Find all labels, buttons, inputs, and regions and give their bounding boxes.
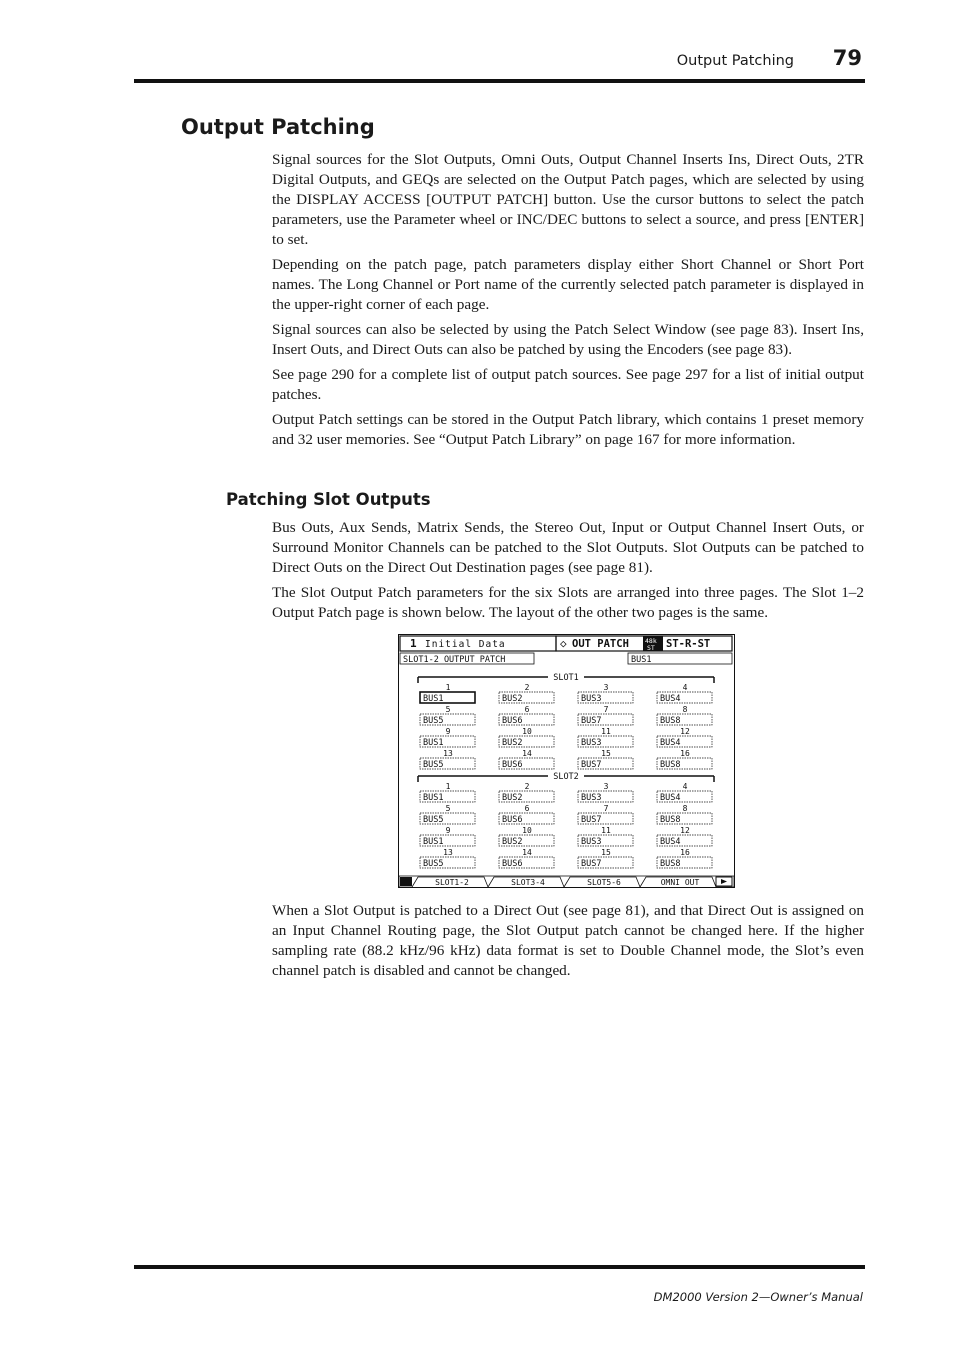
paragraph: The Slot Output Patch parameters for the six Slots are arranged into three pages. The Slot 1–2 Output Patch page is shown below. The layout of the other two pages is the same. bbox=[272, 584, 864, 621]
channel-number: 1 bbox=[445, 782, 451, 791]
tab-label[interactable]: SLOT1-2 bbox=[435, 878, 469, 887]
channel-number: 8 bbox=[682, 804, 688, 813]
patch-value: BUS6 bbox=[502, 815, 523, 825]
channel-number: 11 bbox=[601, 826, 611, 835]
patch-value: BUS4 bbox=[660, 837, 681, 847]
patch-value: BUS2 bbox=[502, 837, 523, 847]
patch-value: BUS3 bbox=[581, 738, 602, 748]
tab-filler bbox=[400, 877, 412, 886]
channel-number: 7 bbox=[603, 705, 609, 714]
channel-number: 6 bbox=[524, 705, 530, 714]
output-patch-screen bbox=[398, 634, 735, 888]
patch-value: BUS6 bbox=[502, 716, 523, 726]
patch-value: BUS7 bbox=[581, 859, 602, 869]
patch-value: BUS8 bbox=[660, 716, 681, 726]
selected-long-name: BUS1 bbox=[631, 655, 652, 665]
running-head-title: Output Patching bbox=[676, 53, 794, 69]
rate-indicator-top: 48k bbox=[645, 637, 657, 645]
channel-number: 13 bbox=[443, 848, 453, 857]
paragraph: Depending on the patch page, patch parameters display either Short Channel or Short Port names. The Long Channel or Port name of the currently selected patch parameter is displayed in the upper-right corner of each page. bbox=[272, 256, 864, 313]
channel-number: 6 bbox=[524, 804, 530, 813]
tab-label[interactable]: OMNI OUT bbox=[660, 878, 700, 887]
channel-number: 3 bbox=[603, 782, 609, 791]
paragraph: See page 290 for a complete list of output patch sources. See page 297 for a list of initial output patches. bbox=[272, 366, 864, 403]
slot-label: SLOT1 bbox=[553, 673, 579, 683]
patch-value: BUS5 bbox=[423, 716, 444, 726]
patch-value: BUS6 bbox=[502, 859, 523, 869]
rate-indicator-bottom: ST bbox=[647, 644, 655, 652]
paragraph: Bus Outs, Aux Sends, Matrix Sends, the Stereo Out, Input or Output Channel Insert Outs, or Surround Monitor Channels can be patched to the Slot Outputs. Slot Outputs can be patched to Direct Outs on the Direct Out Destination pages (see page 81). bbox=[272, 519, 864, 576]
patch-value: BUS1 bbox=[423, 837, 444, 847]
patch-value: BUS4 bbox=[660, 793, 681, 803]
patch-value: BUS7 bbox=[581, 716, 602, 726]
slot-label: SLOT2 bbox=[553, 772, 579, 782]
channel-number: 15 bbox=[601, 848, 611, 857]
patch-value: BUS2 bbox=[502, 694, 523, 704]
page-label: SLOT1-2 OUTPUT PATCH bbox=[403, 655, 506, 665]
patch-value: BUS3 bbox=[581, 694, 602, 704]
channel-number: 16 bbox=[680, 848, 690, 857]
section-heading: Output Patching bbox=[181, 115, 375, 139]
intro-text bbox=[272, 150, 864, 455]
patch-value: BUS8 bbox=[660, 815, 681, 825]
patch-value: BUS1 bbox=[423, 793, 444, 803]
page-title: OUT PATCH bbox=[572, 638, 629, 650]
patch-value: BUS5 bbox=[423, 859, 444, 869]
patch-value: BUS2 bbox=[502, 793, 523, 803]
diamond-icon: ◇ bbox=[560, 637, 567, 650]
after-figure-text bbox=[272, 901, 864, 986]
channel-number: 4 bbox=[682, 683, 688, 692]
patch-value: BUS1 bbox=[423, 738, 444, 748]
channel-number: 8 bbox=[682, 705, 688, 714]
paragraph: When a Slot Output is patched to a Direct Out (see page 81), and that Direct Out is assigned on an Input Channel Routing page, the Slot Output patch cannot be changed here. If the higher sampling rate (88.2 kHz/96 kHz) data format is set to Double Channel mode, the Slot’s even channel patch is disabled and cannot be changed. bbox=[272, 902, 864, 979]
paragraph: Signal sources for the Slot Outputs, Omni Outs, Output Channel Inserts Ins, Direct Outs, 2TR Digital Outputs, and GEQs are selected on the Output Patch pages, which are selected by using the DISPLAY ACCESS [OUTPUT PATCH] button. Use the cursor buttons to select the patch parameters, use the Parameter wheel or INC/DEC buttons to select a source, and press [ENTER] to set. bbox=[272, 151, 864, 248]
paragraph: Signal sources can also be selected by using the Patch Select Window (see page 83). Insert Ins, Insert Outs, and Direct Outs can also be patched by using the Encoders (see page 83). bbox=[272, 321, 864, 358]
channel-name: ST-R-ST bbox=[666, 638, 711, 650]
channel-number: 9 bbox=[445, 826, 451, 835]
channel-number: 5 bbox=[445, 705, 451, 714]
patch-value: BUS1 bbox=[423, 694, 444, 704]
patch-value: BUS2 bbox=[502, 738, 523, 748]
subsection-heading: Patching Slot Outputs bbox=[226, 490, 431, 509]
channel-number: 7 bbox=[603, 804, 609, 813]
patch-value: BUS6 bbox=[502, 760, 523, 770]
bottom-rule bbox=[134, 1265, 865, 1269]
channel-number: 13 bbox=[443, 749, 453, 758]
scene-number: 1 bbox=[410, 637, 417, 650]
channel-number: 10 bbox=[522, 826, 532, 835]
patch-value: BUS5 bbox=[423, 760, 444, 770]
tab-label[interactable]: SLOT3-4 bbox=[511, 878, 545, 887]
patch-value: BUS4 bbox=[660, 694, 681, 704]
patch-value: BUS3 bbox=[581, 793, 602, 803]
footer-text: DM2000 Version 2—Owner’s Manual bbox=[653, 1290, 863, 1304]
channel-number: 3 bbox=[603, 683, 609, 692]
channel-number: 12 bbox=[680, 826, 690, 835]
channel-number: 16 bbox=[680, 749, 690, 758]
patch-value: BUS4 bbox=[660, 738, 681, 748]
patch-value: BUS7 bbox=[581, 815, 602, 825]
paragraph: Output Patch settings can be stored in the Output Patch library, which contains 1 preset memory and 32 user memories. See “Output Patch Library” on page 167 for more information. bbox=[272, 411, 864, 448]
channel-number: 2 bbox=[524, 683, 530, 692]
channel-number: 5 bbox=[445, 804, 451, 813]
patch-value: BUS5 bbox=[423, 815, 444, 825]
patch-value: BUS8 bbox=[660, 760, 681, 770]
scene-name: Initial Data bbox=[425, 639, 506, 650]
channel-number: 14 bbox=[522, 848, 532, 857]
top-rule bbox=[134, 79, 865, 83]
channel-number: 12 bbox=[680, 727, 690, 736]
tab-label[interactable]: SLOT5-6 bbox=[587, 878, 621, 887]
patch-value: BUS3 bbox=[581, 837, 602, 847]
channel-number: 14 bbox=[522, 749, 532, 758]
channel-number: 9 bbox=[445, 727, 451, 736]
channel-number: 1 bbox=[445, 683, 451, 692]
channel-number: 11 bbox=[601, 727, 611, 736]
patch-value: BUS8 bbox=[660, 859, 681, 869]
running-head bbox=[134, 46, 864, 76]
channel-number: 4 bbox=[682, 782, 688, 791]
channel-number: 2 bbox=[524, 782, 530, 791]
channel-number: 15 bbox=[601, 749, 611, 758]
page-number: 79 bbox=[832, 46, 862, 70]
channel-number: 10 bbox=[522, 727, 532, 736]
subsection-text bbox=[272, 518, 864, 628]
patch-value: BUS7 bbox=[581, 760, 602, 770]
